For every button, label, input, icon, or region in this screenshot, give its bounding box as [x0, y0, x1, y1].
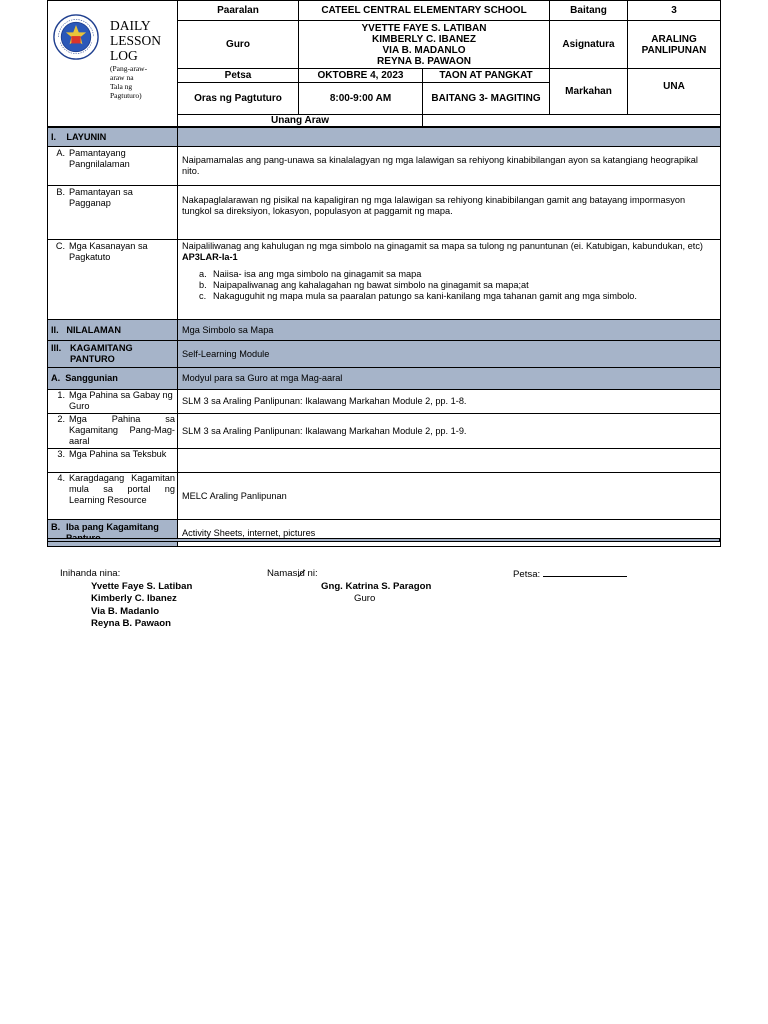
markahan-label: Markahan — [550, 69, 628, 115]
kagamitan-header: III. KAGAMITANG PANTURO — [48, 341, 178, 368]
observer-role: Guro — [354, 593, 376, 604]
kagamitang-mag-aaral-label: 2. Mga Pahina sa Kagamitang Pang-Mag-aaral — [48, 414, 178, 449]
sanggunian-value: Modyul para sa Guro at mga Mag-aaral — [178, 368, 721, 390]
petsa-value: OKTOBRE 4, 2023 — [299, 69, 423, 83]
asignatura-label: Asignatura — [550, 21, 628, 69]
teksbuk-label: 3. Mga Pahina sa Teksbuk — [48, 449, 178, 473]
gabay-guro-label: 1. Mga Pahina sa Gabay ng Guro — [48, 390, 178, 414]
title-line: LESSON — [110, 33, 162, 48]
nilalaman-header: II. NILALAMAN — [48, 320, 178, 341]
title-line: DAILY — [110, 18, 151, 33]
iba-pang-kagamitan-header: B. Iba pang Kagamitang — [48, 520, 178, 547]
petsa-label: Petsa — [178, 69, 299, 83]
pamantayan-pagganap-value: Nakapaglalarawan ng pisikal na kapaligiran ng mga lalawigan sa rehiyong kinabibilangan gamit ang batayang impormasyon tungkol sa direksiyon, lokasyon, populasyon at paggamit ng mapa. — [178, 186, 721, 240]
markahan-value: UNA — [628, 69, 721, 115]
kagamitang-mag-aaral-value: SLM 3 sa Araling Panlipunan: Ikalawang Markahan Module 2, pp. 1-9. — [178, 414, 721, 449]
guro-names — [299, 21, 550, 69]
list-item: b. Naipapaliwanag ang kahalagahan ng bawat simbolo na ginagamit sa mapa;at — [199, 280, 529, 290]
kasanayan-text: Naipaliliwanag ang kahulugan ng mga simbolo na ginagamit sa mapa sa tulong ng panuntunan (ei. Katubigan, kabundukan, etc) — [182, 241, 703, 251]
preparer-name: Reyna B. Pawaon — [91, 618, 171, 629]
oras-value: 8:00-9:00 AM — [299, 83, 423, 115]
pangkat-value: BAITANG 3- MAGITING — [423, 83, 550, 115]
sanggunian-header: A. Sanggunian — [48, 368, 178, 390]
list-item: c. Nakaguguhit ng mapa mula sa paaralan patungo sa kani-kanilang mga tahanan gamit ang mga simbolo. — [199, 291, 637, 301]
title-line: LOG — [110, 48, 138, 63]
unang-araw-blank — [423, 115, 721, 127]
subtitle-line: Tala ng — [110, 82, 133, 91]
guro-label: Guro — [178, 21, 299, 69]
inihanda-label: Inihanda nina: — [60, 568, 121, 579]
asignatura-value — [628, 21, 721, 69]
paaralan-label: Paaralan — [178, 1, 299, 21]
kasanayan-value — [178, 240, 721, 320]
baitang-label: Baitang — [550, 1, 628, 21]
kagamitan-value: Self-Learning Module — [178, 341, 721, 368]
karagdagang-kagamitan-label: 4. Karagdagang Kagamitan mula sa portal ng Learning Resource — [48, 473, 178, 520]
pamantayan-pagganap-label: B. Pamantayan sa Pagganap — [48, 186, 178, 240]
header-table — [47, 0, 721, 127]
namasid-label: Namasid ni: — [267, 568, 318, 579]
pamantayang-pangnilalaman-value: Naipamamalas ang pang-unawa sa kinalalagyan ng mga lalawigan sa rehiyong kinabibilangan ayon sa katangiang heograpikal nito. — [178, 147, 721, 186]
logo-cell — [48, 1, 178, 127]
gabay-guro-value: SLM 3 sa Araling Panlipunan: Ikalawang Markahan Module 2, pp. 1-8. — [178, 390, 721, 414]
inihanda-block — [60, 568, 192, 631]
list-item: a. Naiisa- isa ang mga simbolo na ginagamit sa mapa — [199, 269, 422, 279]
pamantayang-pangnilalaman-label: A. Pamantayang Pangnilalaman — [48, 147, 178, 186]
teksbuk-value — [178, 449, 721, 473]
guro-name: REYNA B. PAWAON — [377, 55, 471, 67]
kasanayan-list — [182, 269, 716, 302]
karagdagang-kagamitan-value: MELC Araling Panlipunan — [178, 473, 721, 520]
melc-code: AP3LAR-Ia-1 — [182, 252, 238, 262]
subtitle-line: Pagtuturo) — [110, 91, 142, 100]
subtitle-line: araw na — [110, 73, 134, 82]
dll-subtitle — [110, 64, 168, 100]
petsa-sign-label: Petsa: — [513, 569, 541, 580]
asignatura-line: ARALING — [651, 33, 697, 45]
preparer-name: Yvette Faye S. Latiban — [91, 580, 193, 592]
observer-name: Gng. Katrina S. Paragon — [321, 580, 432, 592]
taon-pangkat-label: TAON AT PANGKAT — [423, 69, 550, 83]
subtitle-line: (Pang-araw- — [110, 64, 148, 73]
preparer-name: Via B. Madanlo — [91, 605, 160, 617]
guro-name: KIMBERLY C. IBANEZ — [372, 33, 476, 45]
iba-pang-kagamitan-value: Activity Sheets, internet, pictures — [178, 520, 721, 547]
namasid-block — [267, 568, 431, 606]
signature-mark-icon — [297, 569, 307, 579]
oras-label: Oras ng Pagtuturo — [178, 83, 299, 115]
baitang-value: 3 — [628, 1, 721, 21]
guro-name: YVETTE FAYE S. LATIBAN — [361, 22, 487, 34]
guro-name: VIA B. MADANLO — [382, 44, 466, 56]
layunin-header: I. LAYUNIN — [48, 128, 178, 147]
petsa-line — [543, 568, 627, 577]
table-bottom-bar — [47, 538, 720, 542]
layunin-header-blank — [178, 128, 721, 147]
petsa-block — [513, 568, 627, 582]
asignatura-line: PANLIPUNAN — [641, 44, 707, 56]
deped-seal-icon — [53, 14, 99, 60]
lesson-table — [47, 127, 721, 547]
nilalaman-value: Mga Simbolo sa Mapa — [178, 320, 721, 341]
kasanayan-label: C. Mga Kasanayan sa Pagkatuto — [48, 240, 178, 320]
paaralan-value: CATEEL CENTRAL ELEMENTARY SCHOOL — [299, 1, 550, 21]
unang-araw: Unang Araw — [178, 115, 423, 127]
preparer-name: Kimberly C. Ibanez — [91, 593, 177, 604]
dll-title — [110, 18, 161, 63]
